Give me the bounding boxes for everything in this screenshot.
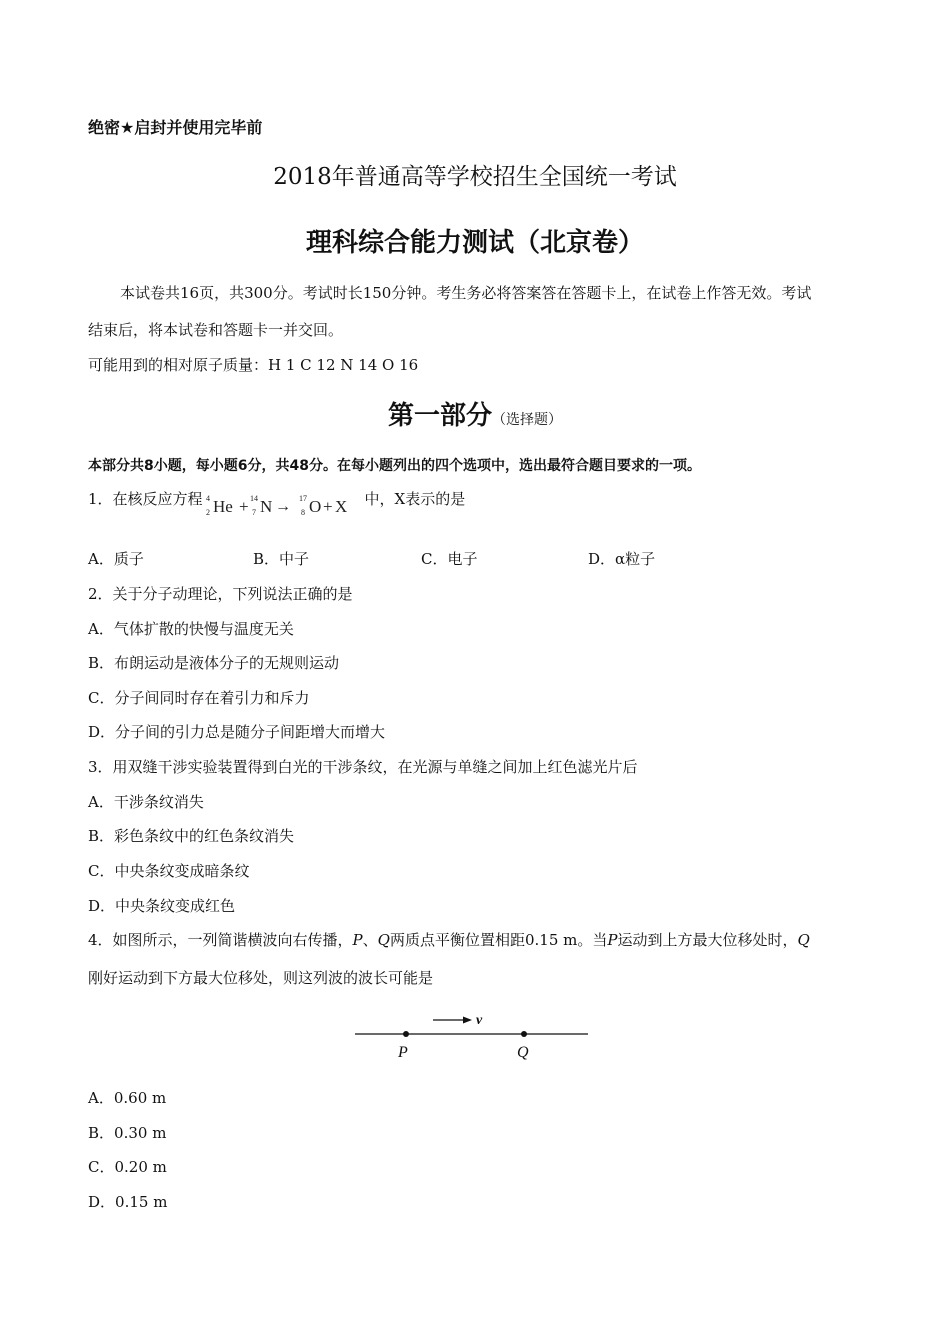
q1-option-a[interactable]: A．质子 — [88, 550, 144, 568]
point-p-label: P — [398, 1044, 408, 1061]
question-3-stem: 3．用双缝干涉实验装置得到白光的干涉条纹，在光源与单缝之间加上红色滤光片后 — [88, 758, 638, 776]
q4-var-p-2: P — [607, 931, 618, 949]
x-symbol: X — [334, 497, 347, 516]
intro-line-1: 本试卷共16页，共300分。考试时长150分钟。考生务必将答案答在答题卡上，在试卷上作答无效。考试 — [120, 284, 812, 302]
q2-option-b[interactable]: B．布朗运动是液体分子的无规则运动 — [88, 654, 340, 672]
n-atomic-number: 7 — [251, 508, 256, 517]
q4-var-q-2: Q — [797, 931, 810, 949]
plus-2: + — [322, 497, 333, 516]
he-mass-number: 4 — [205, 494, 210, 503]
confidentiality-label: 绝密★启封并使用完毕前 — [88, 118, 263, 137]
intro-line-2: 结束后，将本试卷和答题卡一并交回。 — [88, 321, 344, 339]
q4-option-d[interactable]: D．0.15 m — [88, 1193, 168, 1211]
n-symbol: N — [259, 497, 272, 516]
part-title — [0, 395, 950, 432]
o-symbol: O — [308, 497, 321, 516]
q2-option-c[interactable]: C．分子间同时存在着引力和斥力 — [88, 689, 310, 707]
part-title-main: 第一部分 — [387, 401, 492, 431]
q3-option-d[interactable]: D．中央条纹变成红色 — [88, 897, 236, 915]
n-mass-number: 14 — [249, 494, 258, 503]
q4-var-p: P — [352, 931, 363, 949]
question-4-stem — [88, 929, 810, 950]
part-title-sub: （选择题） — [492, 412, 562, 428]
q3-option-a[interactable]: A．干涉条纹消失 — [88, 793, 204, 811]
q2-option-d[interactable]: D．分子间的引力总是随分子间距增大而增大 — [88, 723, 386, 741]
q1-option-d[interactable]: D．α粒子 — [588, 550, 656, 568]
wave-figure — [350, 1005, 595, 1067]
q2-option-a[interactable]: A．气体扩散的快慢与温度无关 — [88, 620, 294, 638]
part-instructions: 本部分共8小题，每小题6分，共48分。在每小题列出的四个选项中，选出最符合题目要求的一项。 — [88, 458, 701, 474]
q4-option-b[interactable]: B．0.30 m — [88, 1124, 167, 1142]
velocity-label: v — [476, 1013, 483, 1028]
q1-option-c[interactable]: C．电子 — [421, 550, 478, 568]
subject-title: 理科综合能力测试（北京卷） — [305, 228, 644, 258]
reaction-arrow: → — [274, 498, 291, 515]
point-p-dot — [403, 1031, 409, 1037]
point-q-dot — [521, 1031, 527, 1037]
he-atomic-number: 2 — [205, 508, 210, 517]
q1-option-b[interactable]: B．中子 — [253, 550, 310, 568]
q4-stem-c: 运动到上方最大位移处时， — [617, 931, 798, 949]
plus-1: + — [238, 497, 249, 516]
q4-var-q: Q — [377, 931, 390, 949]
question-1-stem — [88, 488, 465, 518]
velocity-arrow-head — [463, 1017, 472, 1024]
question-4-stem-line-2: 刚好运动到下方最大位移处，则这列波的波长可能是 — [88, 969, 434, 987]
exam-title: 2018年普通高等学校招生全国统一考试 — [273, 164, 677, 190]
q4-stem-a: 4．如图所示，一列简谐横波向右传播， — [88, 931, 353, 949]
q4-sep: 、 — [362, 931, 378, 949]
question-2-stem: 2．关于分子动理论，下列说法正确的是 — [88, 585, 353, 603]
q1-stem-after: 中，X表示的是 — [364, 490, 466, 508]
q3-option-c[interactable]: C．中央条纹变成暗条纹 — [88, 862, 250, 880]
q1-stem-before: 1．在核反应方程 — [88, 490, 203, 508]
he-symbol: He — [212, 497, 233, 516]
q4-option-a[interactable]: A．0.60 m — [88, 1089, 167, 1107]
q4-option-c[interactable]: C．0.20 m — [88, 1158, 167, 1176]
o-atomic-number: 8 — [300, 508, 305, 517]
point-q-label: Q — [517, 1044, 529, 1061]
q3-option-b[interactable]: B．彩色条纹中的红色条纹消失 — [88, 827, 295, 845]
q4-stem-b: 两质点平衡位置相距0.15 m。当 — [389, 931, 608, 949]
nuclear-equation — [205, 488, 363, 518]
atomic-masses: 可能用到的相对原子质量：H 1 C 12 N 14 O 16 — [88, 356, 419, 374]
o-mass-number: 17 — [298, 494, 307, 503]
